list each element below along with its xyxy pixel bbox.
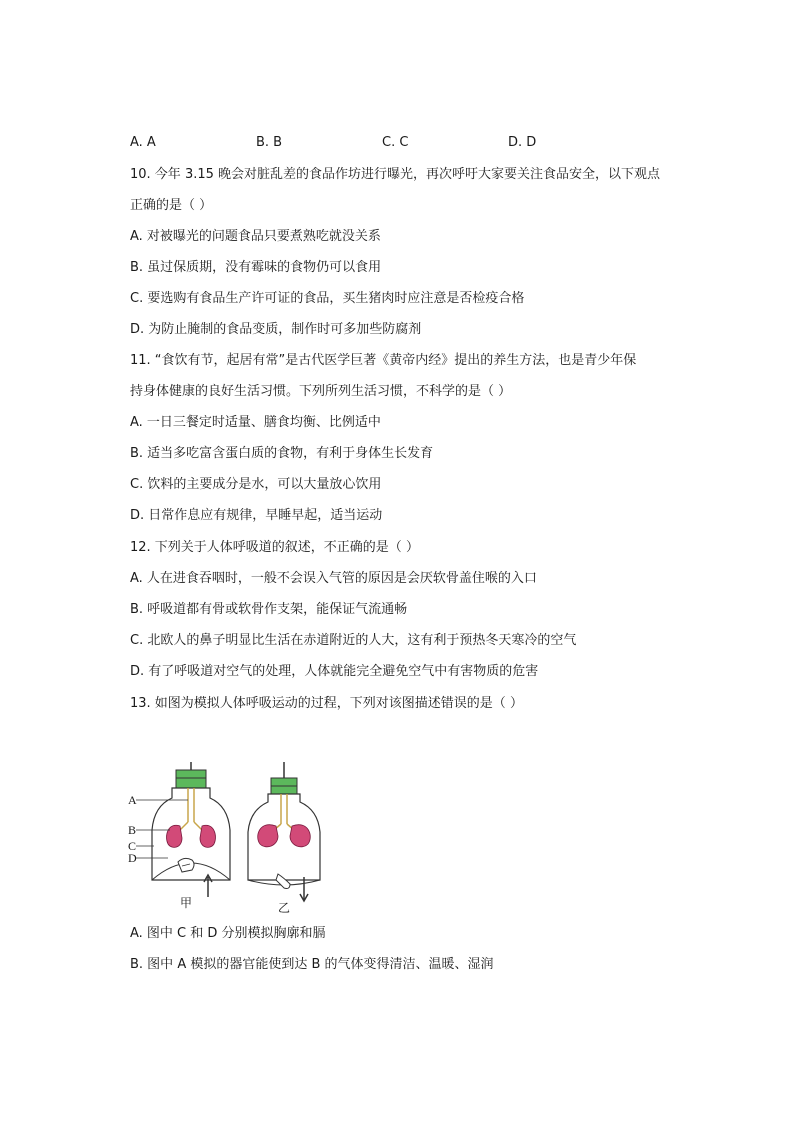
q12-option-b: B. 呼吸道都有骨或软骨作支架，能保证气流通畅 <box>130 602 408 617</box>
label-a: A <box>128 793 137 807</box>
q11-stem-line1: 11. “食饮有节，起居有常”是古代医学巨著《黄帝内经》提出的养生方法，也是青少年保 <box>130 353 637 368</box>
bell-jar-breathing-model-figure <box>128 762 338 917</box>
q10-option-c: C. 要选购有食品生产许可证的食品，买生猪肉时应注意是否检疫合格 <box>130 291 525 306</box>
q13-option-b: B. 图中 A 模拟的器官能使到达 B 的气体变得清洁、温暖、湿润 <box>130 957 494 972</box>
q10-option-b: B. 虽过保质期，没有霉味的食物仍可以食用 <box>130 260 382 275</box>
q9-option-c: C. C <box>382 135 409 150</box>
left-lung-balloon <box>167 825 183 847</box>
q9-option-a: A. A <box>130 135 156 150</box>
label-d: D <box>128 851 137 865</box>
q9-options <box>130 135 690 153</box>
q11-option-c: C. 饮料的主要成分是水，可以大量放心饮用 <box>130 477 382 492</box>
q11-option-b: B. 适当多吃富含蛋白质的食物，有利于身体生长发育 <box>130 446 434 461</box>
right-lung-balloon <box>200 825 216 847</box>
q13-option-a: A. 图中 C 和 D 分别模拟胸廓和膈 <box>130 926 326 941</box>
label-c: C <box>128 839 137 853</box>
q13-stem-line1: 13. 如图为模拟人体呼吸运动的过程，下列对该图描述错误的是（ ） <box>130 696 523 711</box>
q11-stem-line2: 持身体健康的良好生活习惯。下列所列生活习惯，不科学的是（ ） <box>130 384 512 399</box>
q10-stem-line2: 正确的是（ ） <box>130 198 213 213</box>
bell-jar-model-right <box>248 762 320 901</box>
bell-jar-model-left <box>136 762 230 897</box>
q9-option-b: B. B <box>256 135 283 150</box>
right-lung-balloon-inflated <box>290 825 310 847</box>
q11-option-a: A. 一日三餐定时适量、膳食均衡、比例适中 <box>130 415 381 430</box>
left-lung-balloon-inflated <box>258 825 278 847</box>
q9-option-d: D. D <box>508 135 537 150</box>
label-b: B <box>128 823 137 837</box>
caption-left: 甲 <box>180 896 193 910</box>
q12-option-d: D. 有了呼吸道对空气的处理，人体就能完全避免空气中有害物质的危害 <box>130 664 539 679</box>
q12-option-a: A. 人在进食吞咽时，一般不会误入气管的原因是会厌软骨盖住喉的入口 <box>130 571 537 586</box>
q10-option-d: D. 为防止腌制的食品变质，制作时可多加些防腐剂 <box>130 322 422 337</box>
caption-right: 乙 <box>278 901 291 915</box>
q12-option-c: C. 北欧人的鼻子明显比生活在赤道附近的人大，这有利于预热冬天寒冷的空气 <box>130 633 577 648</box>
q10-option-a: A. 对被曝光的问题食品只要煮熟吃就没关系 <box>130 229 381 244</box>
q12-stem-line1: 12. 下列关于人体呼吸道的叙述，不正确的是（ ） <box>130 540 419 555</box>
q10-stem-line1: 10. 今年 3.15 晚会对脏乱差的食品作坊进行曝光，再次呼吁大家要关注食品安全，以下观点 <box>130 167 661 182</box>
q11-option-d: D. 日常作息应有规律，早睡早起，适当运动 <box>130 508 383 523</box>
